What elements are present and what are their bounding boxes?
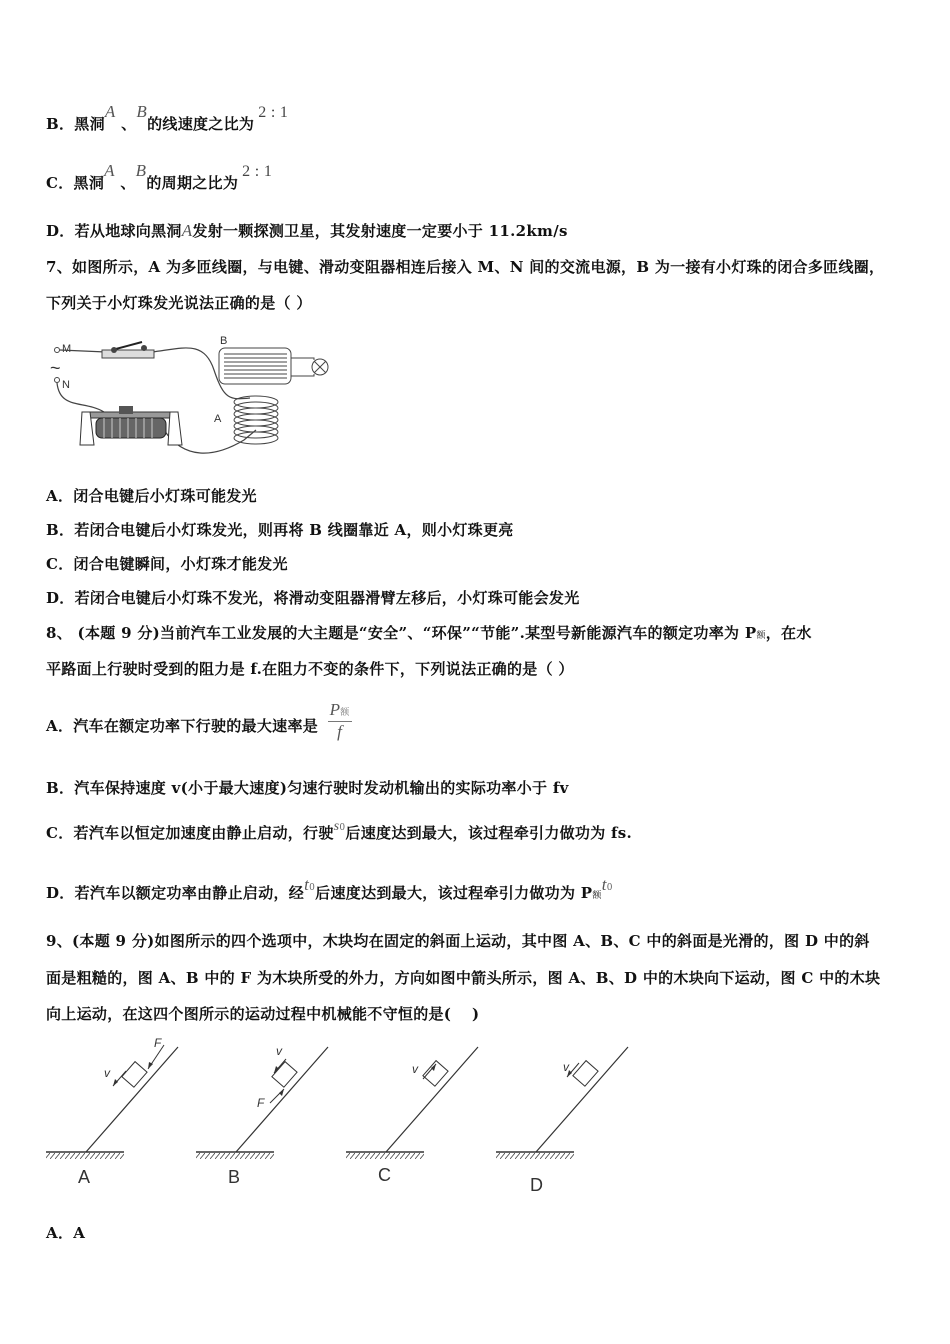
q7-option-b: B．若闭合电键后小灯珠发光，则再将 B 线圈靠近 A，则小灯珠更亮 [46, 521, 514, 539]
figure-label: D [530, 1175, 543, 1195]
var-a: A [181, 221, 193, 240]
option-text: A．汽车在额定功率下行驶的最大速率是 [46, 717, 319, 735]
numerator: P [329, 700, 341, 719]
option-text-post: 发射一颗探测卫星，其发射速度一定要小于 11.2km/s [192, 222, 568, 240]
ratio: 2 : 1 [258, 104, 289, 121]
velocity-label: v [104, 1066, 110, 1080]
q8-stem-line2: 平路面上行驶时受到的阻力是 f.在阻力不变的条件下，下列说法正确的是（ ） [46, 660, 574, 678]
label-b: B [220, 335, 228, 347]
q8-option-a [46, 700, 352, 748]
denominator: f [337, 722, 343, 741]
subscript: 额 [592, 891, 602, 901]
sliding-rheostat [80, 406, 182, 445]
figure-b [196, 1044, 328, 1187]
figure-a [46, 1036, 178, 1187]
var-t2-subscript: 0 [606, 883, 613, 893]
separator: 、 [120, 174, 136, 192]
velocity-label: v [412, 1062, 418, 1076]
q7-stem-line1: 7、如图所示，A 为多匝线圈，与电键、滑动变阻器相连后接入 M、N 间的交流电源，B 为一接有小灯珠的闭合多匝线圈， [46, 258, 885, 276]
q7-circuit-figure [44, 330, 344, 468]
var-s-subscript: 0 [339, 823, 346, 833]
force-label: F [154, 1036, 162, 1050]
q9-stem-line3: 向上运动，在这四个图所示的运动过程中机械能不守恒的是( ) [46, 1005, 480, 1023]
velocity-label: v [563, 1060, 569, 1074]
switch [102, 342, 154, 358]
q7-stem-line2: 下列关于小灯珠发光说法正确的是（ ） [46, 294, 312, 312]
figure-d [496, 1047, 628, 1195]
lamp-icon [312, 359, 328, 375]
option-text-post: 的线速度之比为 [147, 115, 255, 133]
label-n: N [62, 379, 70, 391]
var-t-subscript: 0 [309, 883, 316, 893]
q9-stem-line1: 9、(本题 9 分)如图所示的四个选项中，木块均在固定的斜面上运动，其中图 A、B、C 中的斜面是光滑的，图 D 中的斜 [46, 932, 870, 950]
q8-stem-line1 [46, 622, 812, 643]
option-text-post: 的周期之比为 [146, 174, 239, 192]
label-a: A [214, 413, 222, 425]
option-text: D．若汽车以额定功率由静止启动，经 [46, 884, 305, 902]
q6-option-b [46, 102, 289, 134]
label-m: M [62, 343, 72, 355]
option-text: B．黑洞 [46, 115, 105, 133]
subscript: 额 [756, 631, 766, 641]
ac-source-symbol: ~ [50, 358, 61, 378]
var-b: B [136, 102, 148, 121]
q9-stem-line2: 面是粗糙的，图 A、B 中的 F 为木块所受的外力，方向如图中箭头所示，图 A、B、D 中的木块向下运动，图 C 中的木块 [46, 969, 881, 987]
option-text: D．若从地球向黑洞 [46, 222, 182, 240]
q6-option-d [46, 220, 568, 241]
figure-c [346, 1047, 478, 1185]
q9-option-a: A．A [46, 1224, 86, 1242]
var-t: t [304, 875, 310, 894]
var-a: A [104, 102, 116, 121]
velocity-label: v [276, 1044, 282, 1058]
figure-label: B [228, 1167, 241, 1187]
separator: 、 [121, 115, 137, 133]
figure-label: C [378, 1165, 391, 1185]
var-a: A [104, 161, 115, 180]
figure-label: A [78, 1167, 91, 1187]
q7-option-c: C．闭合电键瞬间，小灯珠才能发光 [46, 555, 288, 573]
force-label: F [257, 1096, 265, 1110]
numerator-subscript: 额 [340, 708, 350, 718]
var-t2: t [601, 875, 607, 894]
ratio: 2 : 1 [242, 163, 273, 180]
var-s: s [333, 819, 340, 834]
option-text: C．若汽车以恒定加速度由静止启动，行驶 [46, 824, 334, 842]
coil-a [234, 396, 278, 444]
option-text-mid: 后速度达到最大，该过程牵引力做功为 P [315, 884, 593, 902]
option-text: C．黑洞 [46, 174, 105, 192]
q8-option-d [46, 875, 613, 903]
q6-option-c [46, 161, 273, 193]
terminal-m [55, 348, 60, 353]
fraction [328, 700, 352, 742]
q7-option-d: D．若闭合电键后小灯珠不发光，将滑动变阻器滑臂左移后，小灯珠可能会发光 [46, 589, 580, 607]
stem-text-post: ，在水 [765, 624, 812, 642]
stem-text: 8、 (本题 9 分)当前汽车工业发展的大主题是“安全”、“环保”“节能”.某型号新能源汽车的额定功率为 P [46, 624, 757, 642]
q7-option-a: A．闭合电键后小灯珠可能发光 [46, 487, 257, 505]
q8-option-b: B．汽车保持速度 v(小于最大速度)匀速行驶时发动机输出的实际功率小于 fv [46, 779, 569, 797]
var-b: B [135, 161, 147, 180]
terminal-n [55, 378, 60, 383]
coil-b [219, 348, 314, 384]
q9-incline-figures [40, 1033, 640, 1198]
q8-option-c [46, 819, 633, 843]
option-text-post: 后速度达到最大，该过程牵引力做功为 fs. [345, 824, 633, 842]
